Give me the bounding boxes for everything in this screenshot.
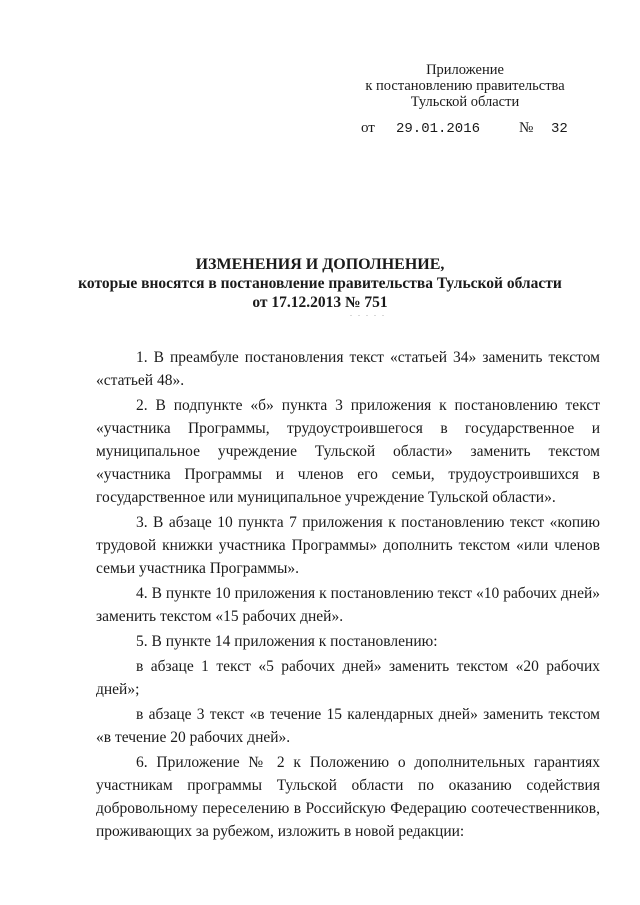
faint-dots: . . . . . [350, 309, 386, 318]
paragraph-4: 4. В пункте 10 приложения к постановлению текст «10 рабочих дней» заменить текстом «15 рабочих дней». [96, 585, 600, 625]
document-body [96, 346, 600, 843]
appendix-reference: к постановлению правительства [365, 78, 565, 94]
paragraph-2: 2. В подпункте «б» пункта 3 приложения к постановлению текст «участника Программы, трудоустроившегося в государственное и муниципальное учреждение Тульской области» заменить текстом «участника Программы и членов его семьи, трудоустроившихся в государственное или муниципальное учреждение Тульской области». [96, 397, 600, 506]
decree-number: 32 [551, 121, 568, 137]
number-label: № [519, 120, 534, 136]
title-line-2: которые вносятся в постановление правительства Тульской области [78, 275, 562, 292]
paragraph-5-sub-1: в абзаце 1 текст «5 рабочих дней» заменить текстом «20 рабочих дней»; [96, 658, 600, 698]
appendix-header [330, 62, 600, 110]
title-line-1: ИЗМЕНЕНИЯ И ДОПОЛНЕНИЕ, [195, 256, 445, 273]
paragraph-6: 6. Приложение № 2 к Положению о дополнительных гарантиях участникам программы Тульской области по оказанию содействия добровольному переселению в Российскую Федерацию соотечественников, проживающих за рубежом, изложить в новой редакции: [96, 754, 600, 840]
title-line-3: от 17.12.2013 № 751 [252, 294, 388, 311]
decree-date: 29.01.2016 [396, 121, 481, 137]
paragraph-5-sub-2: в абзаце 3 текст «в течение 15 календарных дней» заменить текстом «в течение 20 рабочих дней». [96, 706, 600, 746]
appendix-region: Тульской области [410, 94, 520, 110]
decree-date-number [0, 120, 640, 138]
appendix-title: Приложение [426, 62, 504, 78]
document-title [60, 255, 580, 312]
paragraph-5: 5. В пункте 14 приложения к постановлению: [136, 633, 438, 650]
from-label: от [361, 120, 375, 136]
paragraph-1: 1. В преамбуле постановления текст «статьей 34» заменить текстом «статьей 48». [96, 349, 600, 389]
paragraph-3: 3. В абзаце 10 пункта 7 приложения к постановлению текст «копию трудовой книжки участника Программы» дополнить текстом «или членов семьи участника Программы». [96, 514, 600, 577]
